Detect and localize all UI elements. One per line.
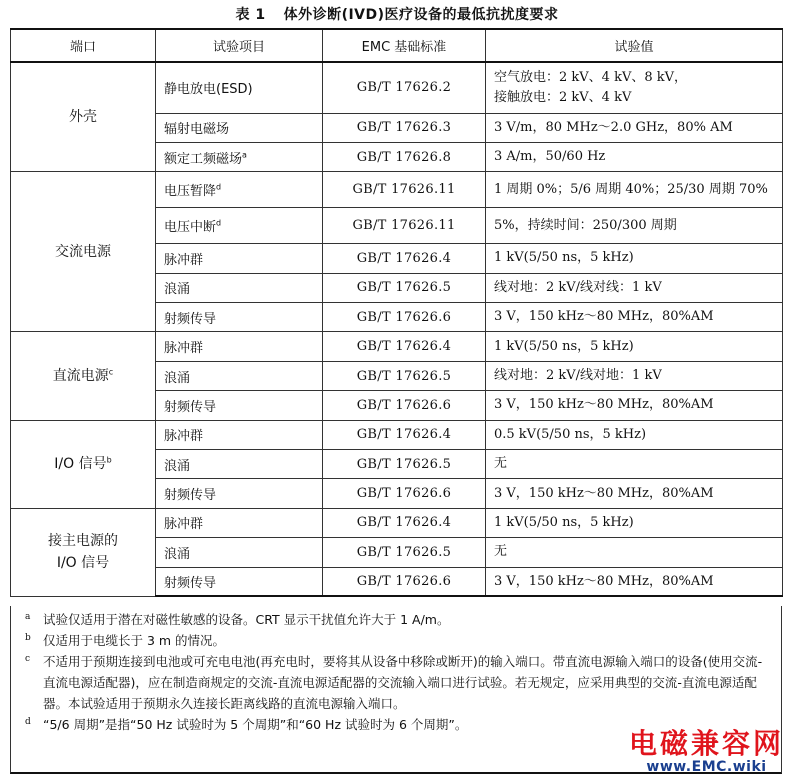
port-cell — [11, 332, 156, 420]
standard-cell: GB/T 17626.11 — [323, 208, 486, 244]
standard-cell: GB/T 17626.11 — [323, 172, 486, 208]
test-value-line: 1 kV(5/50 ns，5 kHz) — [494, 338, 634, 354]
test-item-cell — [156, 450, 323, 479]
test-value-line: 3 V，150 kHz～80 MHz，80%AM — [494, 485, 714, 501]
test-value-line: 3 A/m，50/60 Hz — [494, 149, 606, 165]
test-value-line: 空气放电：2 kV、4 kV、8 kV， — [494, 69, 688, 85]
test-item-label: 浪涌 — [164, 546, 191, 562]
test-value-line: 3 V，150 kHz～80 MHz，80%AM — [494, 309, 714, 325]
test-item-label: 浪涌 — [164, 370, 191, 386]
test-item-label: 射频传导 — [164, 399, 217, 415]
test-item-cell — [156, 420, 323, 449]
test-item-cell — [156, 508, 323, 537]
test-value-cell — [486, 361, 783, 390]
test-item-cell — [156, 244, 323, 273]
table-row — [11, 508, 783, 537]
test-item-cell — [156, 113, 323, 142]
port-cell — [11, 172, 156, 332]
table-row — [11, 172, 783, 208]
test-item-label: 脉冲群 — [164, 252, 204, 268]
footnote-mark: c — [25, 654, 31, 664]
test-value-line: 1 kV(5/50 ns，5 kHz) — [494, 250, 634, 266]
header-value: 试验值 — [486, 29, 783, 62]
table-title: 体外诊断(IVD)医疗设备的最低抗扰度要求 — [283, 7, 559, 23]
standard-cell: GB/T 17626.4 — [323, 508, 486, 537]
standard-cell: GB/T 17626.3 — [323, 113, 486, 142]
test-value-line: 无 — [494, 456, 508, 472]
test-value-line: 无 — [494, 544, 508, 560]
test-value-cell — [486, 420, 783, 449]
test-value-cell — [486, 479, 783, 508]
table-header-row — [11, 29, 783, 62]
test-item-label: 浪涌 — [164, 282, 191, 298]
test-item-label: 额定工频磁场 — [164, 151, 243, 167]
standard-cell: GB/T 17626.5 — [323, 450, 486, 479]
port-cell — [11, 420, 156, 508]
standard-cell: GB/T 17626.4 — [323, 420, 486, 449]
test-value-cell — [486, 273, 783, 302]
test-value-line: 3 V，150 kHz～80 MHz，80%AM — [494, 397, 714, 413]
test-value-line: 接触放电：2 kV、4 kV — [494, 89, 632, 105]
test-footnote-mark: d — [216, 182, 222, 192]
test-value-cell — [486, 142, 783, 171]
header-port: 端口 — [11, 29, 156, 62]
immunity-table — [10, 28, 783, 597]
test-item-label: 电压暂降 — [164, 184, 217, 200]
footnote-text: 仅适用于电缆长于 3 m 的情况。 — [43, 633, 226, 648]
watermark-name: 电磁兼容网 — [628, 727, 784, 760]
footnote-a — [25, 609, 771, 630]
footnote-mark: d — [25, 717, 31, 727]
footnote-text: 不适用于预期连接到电池或可充电电池(再充电时，要将其从设备中移除或断开)的输入端口。带直流电源输入端口的设备(使用交流-直流电源适配器)，应在制造商规定的交流-直流电源适配器的交流输入端口进行试验。若无规定，应采用典型的交流-直流电源适配器。本试验适用于预期永久连接长距离线路的直流电源输入端口。 — [43, 654, 763, 711]
test-value-cell — [486, 391, 783, 420]
test-item-cell — [156, 538, 323, 567]
test-item-cell — [156, 142, 323, 171]
immunity-table-body — [11, 29, 783, 596]
test-item-label: 脉冲群 — [164, 429, 204, 445]
port-label: I/O 信号 — [54, 456, 107, 473]
table-caption — [0, 4, 794, 24]
standard-cell: GB/T 17626.5 — [323, 273, 486, 302]
test-item-cell — [156, 332, 323, 361]
header-standard: EMC 基础标准 — [323, 29, 486, 62]
test-value-cell — [486, 62, 783, 113]
test-value-line: 0.5 kV(5/50 ns，5 kHz) — [494, 426, 647, 442]
test-value-cell — [486, 172, 783, 208]
test-item-cell — [156, 567, 323, 596]
standard-cell: GB/T 17626.8 — [323, 142, 486, 171]
test-item-label: 射频传导 — [164, 311, 217, 327]
test-item-label: 射频传导 — [164, 576, 217, 592]
standard-cell: GB/T 17626.6 — [323, 479, 486, 508]
standard-cell: GB/T 17626.5 — [323, 361, 486, 390]
standard-cell: GB/T 17626.2 — [323, 62, 486, 113]
standard-cell: GB/T 17626.4 — [323, 332, 486, 361]
port-label: 直流电源 — [52, 368, 109, 385]
test-item-cell — [156, 273, 323, 302]
port-footnote-mark: c — [108, 367, 114, 377]
footnote-text: 试验仅适用于潜在对磁性敏感的设备。CRT 显示干扰值允许大于 1 A/m。 — [43, 612, 450, 627]
header-test: 试验项目 — [156, 29, 323, 62]
test-item-label: 射频传导 — [164, 488, 217, 504]
test-value-line: 3 V，150 kHz～80 MHz，80%AM — [494, 573, 714, 589]
footnote-mark: b — [25, 633, 31, 643]
standard-cell: GB/T 17626.6 — [323, 567, 486, 596]
test-item-label: 浪涌 — [164, 458, 191, 474]
watermark-url: www.EMC.wiki — [646, 759, 767, 775]
test-item-cell — [156, 172, 323, 208]
test-value-line: 1 kV(5/50 ns，5 kHz) — [494, 514, 634, 530]
test-item-cell — [156, 62, 323, 113]
test-value-cell — [486, 508, 783, 537]
test-item-label: 辐射电磁场 — [164, 122, 230, 138]
test-footnote-mark: a — [242, 150, 247, 160]
test-value-line: 3 V/m，80 MHz～2.0 GHz，80% AM — [494, 119, 733, 135]
standard-cell: GB/T 17626.5 — [323, 538, 486, 567]
test-item-cell — [156, 391, 323, 420]
test-item-label: 脉冲群 — [164, 517, 204, 533]
test-value-cell — [486, 567, 783, 596]
test-item-cell — [156, 479, 323, 508]
test-value-cell — [486, 113, 783, 142]
standard-cell: GB/T 17626.6 — [323, 303, 486, 332]
port-cell — [11, 508, 156, 596]
standard-cell: GB/T 17626.4 — [323, 244, 486, 273]
table-row — [11, 332, 783, 361]
port-label: I/O 信号 — [56, 555, 110, 572]
footnote-mark: a — [25, 612, 31, 622]
port-footnote-mark: b — [106, 455, 112, 465]
table-row — [11, 62, 783, 113]
test-value-cell — [486, 450, 783, 479]
table-row — [11, 420, 783, 449]
footnote-c — [25, 651, 771, 714]
test-value-line: 线对地：2 kV/线对线：1 kV — [494, 279, 662, 295]
test-value-line: 线对地：2 kV/线对地：1 kV — [494, 368, 662, 384]
test-item-cell — [156, 208, 323, 244]
footnote-text: “5/6 周期”是指“50 Hz 试验时为 5 个周期”和“60 Hz 试验时为 6 个周期”。 — [43, 717, 468, 732]
port-label: 外壳 — [69, 109, 97, 126]
watermark — [629, 729, 784, 775]
test-value-line: 1 周期 0%；5/6 周期 40%；25/30 周期 70% — [494, 181, 768, 197]
port-cell — [11, 62, 156, 172]
port-label: 交流电源 — [55, 243, 111, 260]
standard-cell: GB/T 17626.6 — [323, 391, 486, 420]
test-item-cell — [156, 361, 323, 390]
test-value-cell — [486, 332, 783, 361]
test-value-line: 5%，持续时间：250/300 周期 — [494, 217, 677, 233]
test-item-cell — [156, 303, 323, 332]
test-item-label: 脉冲群 — [164, 341, 204, 357]
test-value-cell — [486, 244, 783, 273]
test-value-cell — [486, 303, 783, 332]
test-item-label: 电压中断 — [164, 220, 217, 236]
footnote-b — [25, 630, 771, 651]
table-number: 表 1 — [235, 7, 266, 23]
test-value-cell — [486, 208, 783, 244]
test-footnote-mark: d — [216, 218, 222, 228]
test-item-label: 静电放电(ESD) — [164, 82, 253, 98]
test-value-cell — [486, 538, 783, 567]
port-label: 接主电源的 — [48, 533, 118, 550]
